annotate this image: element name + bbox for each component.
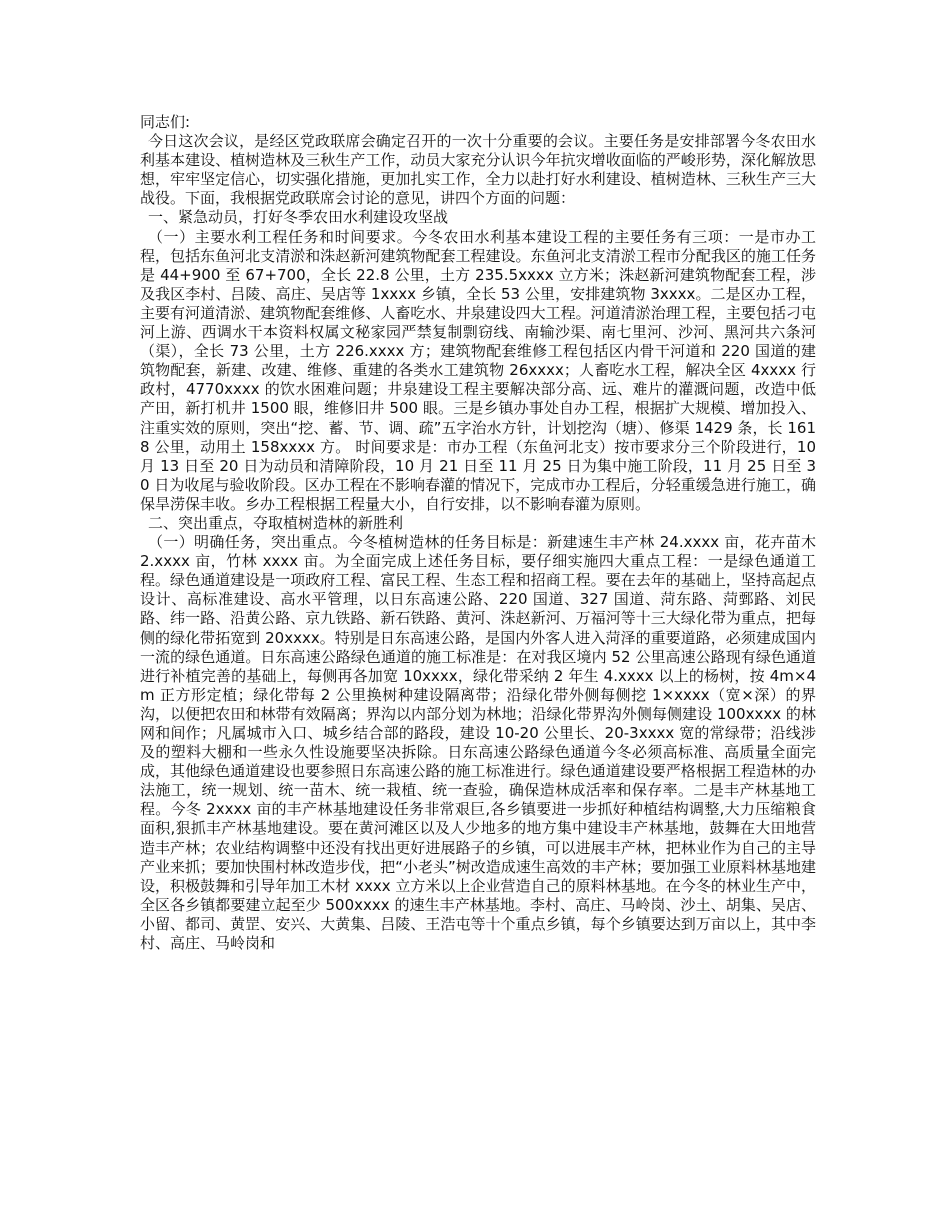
document-page [140, 113, 816, 953]
section-heading-1: 一、紧急动员，打好冬季农田水利建设攻坚战 [148, 208, 449, 227]
salutation: 同志们: [140, 113, 191, 131]
section-heading-2: 二、突出重点，夺取植树造林的新胜利 [148, 513, 404, 532]
section-1-paragraph: （一）主要水利工程任务和时间要求。今冬农田水利基本建设工程的主要任务有三项：一是市办工程，包括东鱼河北支清淤和洙赵新河建筑物配套工程建设。东鱼河北支清淤工程市分配我区的施工任务是 44+900 至 67+700，全长 22.8 公里，土方 235.5xxxx 立方米；洙赵新河建筑物配套工程，涉及我区李村、吕陵、高庄、吴店等 1xxxx 乡镇，全长 53 公里，安排建筑物 3xxxx。二是区办工程，主要有河道清淤、建筑物配套维修、人畜吃水、井泉建设四大工程。河道清淤治理工程，主要包括刁屯河上游、西调水干本资料权属文秘家园严禁复制剽窃线、南输沙渠、南七里河、沙河、黑河共六条河（渠），全长 73 公里，土方 226.xxxx 方；建筑物配套维修工程包括区内骨干河道和 220 国道的建筑物配套，新建、改建、维修、重建的各类水工建筑物 26xxxx；人畜吃水工程，解决全区 4xxxx 行政村，4770xxxx 的饮水困难问题；井泉建设工程主要解决部分高、远、难片的灌溉问题，改造中低产田，新打机井 1500 眼，维修旧井 500 眼。三是乡镇办事处自办工程，根据扩大规模、增加投入、注重实效的原则，突出“挖、蓄、节、调、疏”五字治水方针，计划挖沟（塘）、修渠 1429 条，长 1618 公里，动用土 158xxxx 方。 时间要求是：市办工程（东鱼河北支）按市要求分三个阶段进行，10 月 13 日至 20 日为动员和清障阶段，10 月 21 日至 11 月 25 日为集中施工阶段，11 月 25 日至 30 日为收尾与验收阶段。区办工程在不影响春灌的情况下，完成市办工程后，分轻重缓急进行施工，确保旱涝保丰收。乡办工程根据工程量大小，自行安排，以不影响春灌为原则。 [140, 227, 816, 513]
intro-paragraph: 今日这次会议，是经区党政联席会确定召开的一次十分重要的会议。主要任务是安排部署今冬农田水利基本建设、植树造林及三秋生产工作，动员大家充分认识今年抗灾增收面临的严峻形势，深化解放思想，牢牢坚定信心，切实强化措施，更加扎实工作，全力以赴打好水利建设、植树造林、三秋生产三大战役。下面，我根据党政联席会讨论的意见，讲四个方面的问题： [140, 132, 816, 208]
section-2-paragraph: （一）明确任务，突出重点。今冬植树造林的任务目标是：新建速生丰产林 24.xxxx 亩，花卉苗木 2.xxxx 亩，竹林 xxxx 亩。为全面完成上述任务目标，要仔细实施四大重点工程：一是绿色通道工程。绿色通道建设是一项政府工程、富民工程、生态工程和招商工程。要在去年的基础上，坚持高起点设计、高标准建设、高水平管理，以日东高速公路、220 国道、327 国道、菏东路、菏鄄路、刘民路、纬一路、沿黄公路、京九铁路、新石铁路、黄河、洙赵新河、万福河等十三大绿化带为重点，把每侧的绿化带拓宽到 20xxxx。特别是日东高速公路，是国内外客人进入菏泽的重要道路，必须建成国内一流的绿色通道。日东高速公路绿色通道的施工标准是：在对我区境内 52 公里高速公路现有绿色通道进行补植完善的基础上，每侧再各加宽 10xxxx，绿化带采纳 2 年生 4.xxxx 以上的杨树，按 4m×4m 正方形定植；绿化带每 2 公里换树种建设隔离带；沿绿化带外侧每侧挖 1×xxxx（宽×深）的界沟，以便把农田和林带有效隔离；界沟以内部分划为林地；沿绿化带界沟外侧每侧建设 100xxxx 的林网和间作；凡属城市入口、城乡结合部的路段，建设 10-20 公里长、20-3xxxx 宽的常绿带；沿线涉及的塑料大棚和一些永久性设施要坚决拆除。日东高速公路绿色通道今冬必须高标准、高质量全面完成，其他绿色通道建设也要参照日东高速公路的施工标准进行。绿色通道建设要严格根据工程造林的办法施工，统一规划、统一苗木、统一栽植、统一查验，确保造林成活率和保存率。二是丰产林基地工程。今冬 2xxxx 亩的丰产林基地建设任务非常艰巨,各乡镇要进一步抓好种植结构调整,大力压缩粮食面积,狠抓丰产林基地建设。要在黄河滩区以及人少地多的地方集中建设丰产林基地，鼓舞在大田地营造丰产林；农业结构调整中还没有找出更好进展路子的乡镇，可以进展丰产林，把林业作为自己的主导产业来抓；要加快围村林改造步伐，把“小老头”树改造成速生高效的丰产林；要加强工业原料林基地建设，积极鼓舞和引导年加工木材 xxxx 立方米以上企业营造自己的原料林基地。在今冬的林业生产中，全区各乡镇都要建立起至少 500xxxx 的速生丰产林基地。李村、高庄、马岭岗、沙土、胡集、吴店、小留、都司、黄罡、安兴、大黄集、吕陵、王浩屯等十个重点乡镇，每个乡镇要达到万亩以上，其中李村、高庄、马岭岗和 [140, 533, 816, 953]
